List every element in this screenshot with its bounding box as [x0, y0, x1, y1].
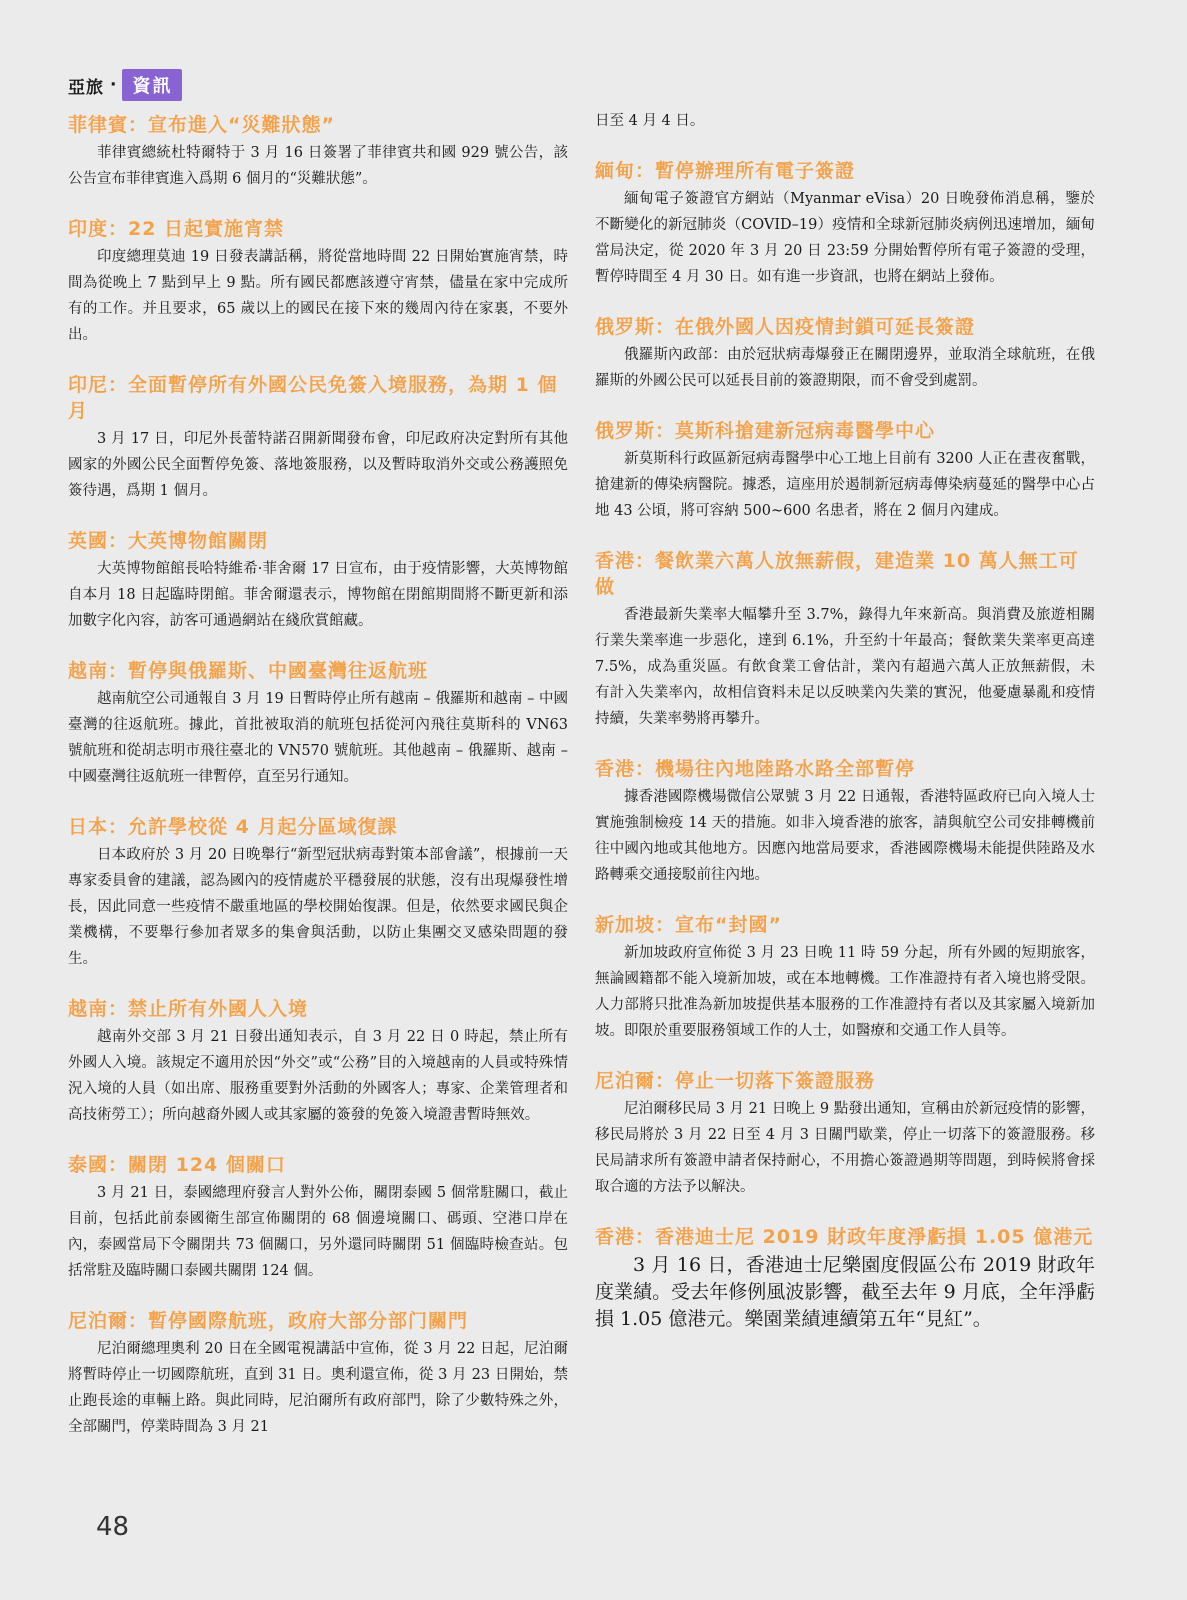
article-body: 越南航空公司通報自 3 月 19 日暫時停止所有越南 – 俄羅斯和越南 – 中國臺灣的往返航班。據此，首批被取消的航班包括從河內飛往莫斯科的 VN63 號航班和從胡志明市飛往臺北的 VN570 號航班。其他越南 – 俄羅斯、越南 – 中國臺灣往返航班一律暫停，直至另行通知。 [68, 691, 568, 785]
article-headline: 英國：大英博物館關閉 [68, 530, 269, 552]
article-headline: 尼泊爾：暫停國際航班，政府大部分部门關門 [68, 1310, 469, 1332]
article-body: 尼泊爾移民局 3 月 21 日晚上 9 點發出通知，宣稱由於新冠疫情的影響，移民局將於 3 月 22 日至 4 月 3 日關門歇業，停止一切落下的簽證服務。移民局請求所有簽證申請者保持耐心，不用擔心簽證過期等問題，到時候將會採取合適的方法予以解決。 [595, 1101, 1095, 1195]
article-body: 新加坡政府宣佈從 3 月 23 日晚 11 時 59 分起，所有外國的短期旅客，無論國籍都不能入境新加坡，或在本地轉機。工作准證持有者入境也將受限。人力部將只批准為新加坡提供基本服務的工作准證持有者以及其家屬入境新加坡。即限於重要服務領域工作的人士，如醫療和交通工作人員等。 [595, 945, 1095, 1039]
article-body: 3 月 16 日，香港迪士尼樂園度假區公布 2019 財政年度業績。受去年修例風波影響，截至去年 9 月底，全年淨虧損 1.05 億港元。樂園業績連續第五年“見紅”。 [595, 1254, 1095, 1330]
article-headline: 新加坡：宣布“封國” [595, 914, 782, 936]
article-headline: 泰國：關閉 124 個關口 [68, 1154, 286, 1176]
article-headline: 越南：暫停與俄羅斯、中國臺灣往返航班 [68, 660, 429, 682]
article-body: 3 月 17 日，印尼外長蕾特諾召開新聞發布會，印尼政府决定對所有其他國家的外國公民全面暫停免簽、落地簽服務，以及暫時取消外交或公務護照免簽待遇，爲期 1 個月。 [68, 431, 568, 499]
article-body: 香港最新失業率大幅攀升至 3.7%，錄得九年來新高。與消費及旅遊相關行業失業率進一步惡化，達到 6.1%，升至約十年最高；餐飲業失業率更高達 7.5%，成為重災區。有飲食業工會估計，業內有超過六萬人正放無薪假，未有計入失業率內，故相信資料未足以反映業內失業的實況，他憂慮暴亂和疫情持續，失業率勢將再攀升。 [595, 607, 1095, 727]
section-badge: 資訊 [122, 69, 182, 101]
article [68, 658, 568, 790]
article-body: 印度總理莫迪 19 日發表講話稱，將從當地時間 22 日開始實施宵禁，時間為從晚上 7 點到早上 9 點。所有國民都應該遵守宵禁，儘量在家中完成所有的工作。并且要求，65 歲以上的國民在接下來的幾周內待在家裏，不要外出。 [68, 249, 568, 343]
article-headline: 印度：22 日起實施宵禁 [68, 218, 285, 240]
article [68, 112, 568, 192]
article-headline: 香港：香港迪士尼 2019 財政年度淨虧損 1.05 億港元 [595, 1226, 1094, 1248]
article [68, 996, 568, 1128]
article [595, 1224, 1095, 1333]
article [595, 1068, 1095, 1200]
article-body: 新莫斯科行政區新冠病毒醫學中心工地上目前有 3200 人正在晝夜奮戰，搶建新的傳染病醫院。據悉，這座用於遏制新冠病毒傳染病蔓延的醫學中心占地 43 公頃，將可容納 500~600 名患者，將在 2 個月內建成。 [595, 451, 1095, 519]
article-headline: 俄罗斯：莫斯科搶建新冠病毒醫學中心 [595, 420, 936, 442]
right-column [595, 108, 1095, 1357]
article-headline: 香港：機場往內地陸路水路全部暫停 [595, 758, 916, 780]
left-column [68, 112, 568, 1464]
article [595, 418, 1095, 524]
article [68, 372, 568, 504]
page-number: 48 [96, 1512, 130, 1542]
article [595, 158, 1095, 290]
article [595, 314, 1095, 394]
article [68, 528, 568, 634]
article-headline: 越南：禁止所有外國人入境 [68, 998, 309, 1020]
article [68, 814, 568, 972]
brand-label: 亞旅 [68, 77, 104, 98]
article-headline: 印尼：全面暫停所有外國公民免簽入境服務，為期 1 個月 [68, 374, 558, 422]
article-body: 據香港國際機場微信公眾號 3 月 22 日通報，香港特區政府已向入境人士實施強制檢疫 14 天的措施。如非入境香港的旅客，請與航空公司安排轉機前往中國內地或其他地方。因應內地當局要求，香港國際機場未能提供陸路及水路轉乘交通接駁前往內地。 [595, 789, 1095, 883]
article [595, 548, 1095, 732]
article-headline: 緬甸：暫停辦理所有電子簽證 [595, 160, 856, 182]
article-body: 越南外交部 3 月 21 日發出通知表示，自 3 月 22 日 0 時起，禁止所有外國人入境。該規定不適用於因“外交”或“公務”目的入境越南的人員或特殊情況入境的人員（如出席、服務重要對外活動的外國客人；專家、企業管理者和高技術勞工）；所向越裔外國人或其家屬的簽發的免簽入境證書暫時無效。 [68, 1029, 568, 1123]
article-headline: 香港：餐飲業六萬人放無薪假，建造業 10 萬人無工可做 [595, 550, 1079, 598]
article-headline: 菲律賓：宣布進入“災難狀態” [68, 114, 335, 136]
page-header [68, 70, 182, 100]
article-body: 3 月 21 日，泰國總理府發言人對外公佈，關閉泰國 5 個常駐關口，截止目前，包括此前泰國衛生部宣佈關閉的 68 個邊境關口、碼頭、空港口岸在內，泰國當局下令關閉共 73 個關口，另外還同時關閉 51 個臨時檢查站。包括常駐及臨時關口泰國共關閉 124 個。 [68, 1185, 568, 1279]
separator-dot: · [110, 75, 117, 95]
article-headline: 日本：允許學校從 4 月起分區域復課 [68, 816, 398, 838]
article-body: 菲律賓總統杜特爾特于 3 月 16 日簽署了菲律賓共和國 929 號公告，該公告宣布菲律賓進入爲期 6 個月的“災難狀態”。 [68, 145, 568, 187]
article [595, 912, 1095, 1044]
article-headline: 尼泊爾：停止一切落下簽證服務 [595, 1070, 876, 1092]
article-body: 俄羅斯內政部：由於冠狀病毒爆發正在關閉邊界，並取消全球航班，在俄羅斯的外國公民可以延長目前的簽證期限，而不會受到處罰。 [595, 347, 1095, 389]
article-body: 緬甸電子簽證官方網站（Myanmar eVisa）20 日晚發佈消息稱，鑒於不斷變化的新冠肺炎（COVID–19）疫情和全球新冠肺炎病例迅速增加，緬甸當局決定，從 2020 年 3 月 20 日 23:59 分開始暫停所有電子簽證的受理，暫停時間至 4 月 30 日。如有進一步資訊，也將在網站上發佈。 [595, 191, 1095, 285]
article [68, 1308, 568, 1440]
article-body: 日本政府於 3 月 20 日晚舉行“新型冠狀病毒對策本部會議”，根據前一天專家委員會的建議，認為國內的疫情處於平穩發展的狀態，沒有出現爆發性增長，因此同意一些疫情不嚴重地區的學校開始復課。但是，依然要求國民與企業機構，不要舉行參加者眾多的集會與活動，以防止集團交叉感染問題的發生。 [68, 847, 568, 967]
article-body: 尼泊爾總理奧利 20 日在全國電視講話中宣佈，從 3 月 22 日起，尼泊爾將暫時停止一切國際航班，直到 31 日。奧利還宣佈，從 3 月 23 日開始，禁止跑長途的車輛上路。與此同時，尼泊爾所有政府部門，除了少數特殊之外，全部關門，停業時間為 3 月 21 [68, 1341, 568, 1435]
article [68, 216, 568, 348]
article-continuation: 日至 4 月 4 日。 [595, 113, 705, 129]
article [595, 756, 1095, 888]
article-body: 大英博物館館長哈特維希·菲舍爾 17 日宣布，由于疫情影響，大英博物館自本月 18 日起臨時閉館。菲舍爾還表示，博物館在閉館期間將不斷更新和添加數字化內容，訪客可通過網站在綫欣賞館藏。 [68, 561, 568, 629]
article [68, 1152, 568, 1284]
article-headline: 俄罗斯：在俄外國人因疫情封鎖可延長簽證 [595, 316, 976, 338]
